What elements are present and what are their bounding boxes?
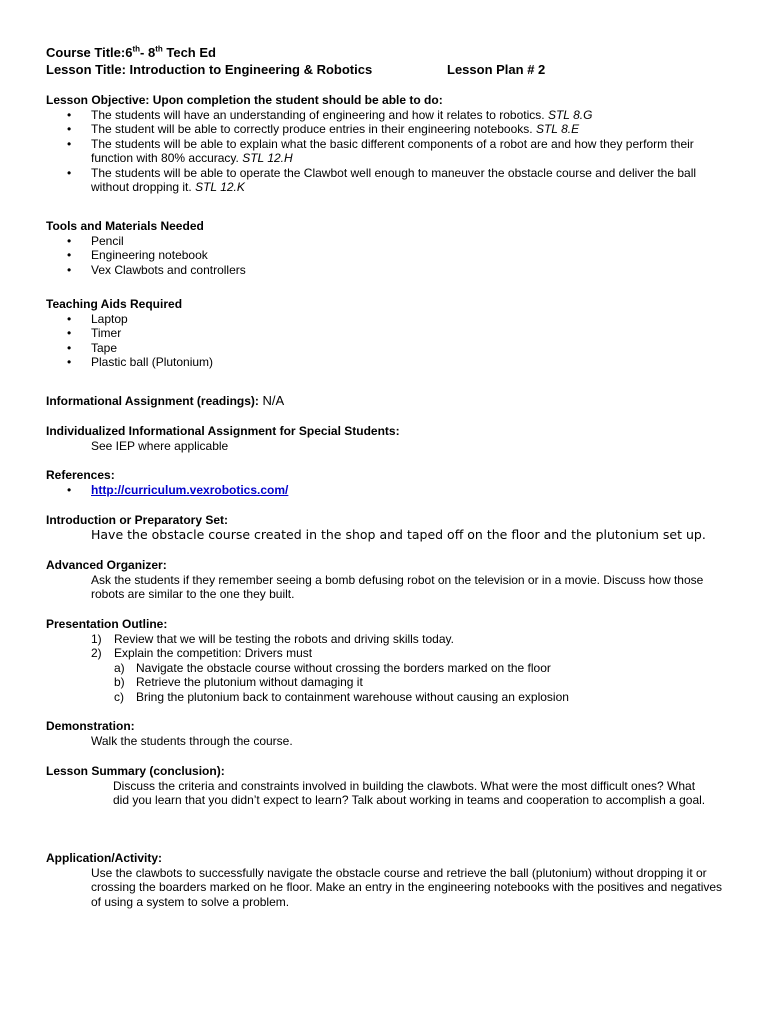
bullet-icon: • xyxy=(67,107,72,122)
bullet-icon: • xyxy=(67,233,72,248)
tool-item: Vex Clawbots and controllers xyxy=(91,262,246,277)
list-item xyxy=(46,341,726,356)
list-number: 2) xyxy=(91,646,102,660)
aids-list xyxy=(46,312,726,370)
document-header xyxy=(46,44,746,78)
superscript: th xyxy=(132,44,141,54)
standard-code: STL 8.E xyxy=(535,122,580,136)
demonstration-section xyxy=(46,719,726,748)
objective-text: The student will be able to correctly produce entries in their engineering notebooks. xyxy=(91,122,536,136)
outline-section xyxy=(46,617,726,704)
outline-text: Explain the competition: Drivers must xyxy=(114,646,313,660)
course-title-suffix: Tech Ed xyxy=(162,45,216,60)
application-section xyxy=(46,851,726,909)
objective-text: The students will be able to explain what the basic different components of a robot are and how they perform their function with 80% accuracy. xyxy=(91,136,694,165)
bullet-icon: • xyxy=(67,340,72,355)
list-letter: a) xyxy=(114,660,125,675)
standard-code: STL 12.K xyxy=(195,180,245,194)
individualized-title: Individualized Informational Assignment for Special Students: xyxy=(46,424,400,438)
intro-title: Introduction or Preparatory Set: xyxy=(46,513,229,527)
list-item xyxy=(46,312,726,327)
bullet-icon: • xyxy=(67,355,72,369)
list-letter: b) xyxy=(114,675,125,689)
bullet-icon: • xyxy=(67,311,72,326)
list-item xyxy=(46,483,726,498)
application-text: Use the clawbots to successfully navigate the obstacle course and retrieve the ball (plutonium) without dropping it or crossing the boarders marked on he floor. Make an entry in the engineering notebooks with the positives and negatives of using a system to solve a problem. xyxy=(91,865,723,909)
tools-title: Tools and Materials Needed xyxy=(46,219,204,233)
references-list xyxy=(46,483,726,498)
superscript: th xyxy=(155,44,163,54)
list-item xyxy=(46,122,726,137)
course-title xyxy=(46,44,746,61)
objective-text: The students will be able to operate the Clawbot well enough to maneuver the obstacle course and deliver the ball without dropping it. xyxy=(91,165,697,194)
individualized-text: See IEP where applicable xyxy=(91,438,229,453)
list-number: 1) xyxy=(91,631,102,646)
standard-code: STL 12.H xyxy=(242,151,293,165)
bullet-icon: • xyxy=(67,248,72,262)
tools-section xyxy=(46,219,726,277)
organizer-title: Advanced Organizer: xyxy=(46,558,167,572)
aid-item: Tape xyxy=(91,340,118,355)
list-item xyxy=(46,326,726,341)
bullet-icon: • xyxy=(67,136,72,151)
list-item xyxy=(46,690,726,705)
aid-item: Timer xyxy=(91,326,122,340)
reference-link[interactable]: http://curriculum.vexrobotics.com/ xyxy=(91,482,289,497)
list-item xyxy=(46,646,726,661)
course-title-text: Course Title:6 xyxy=(46,45,133,60)
bullet-icon: • xyxy=(67,165,72,180)
summary-section xyxy=(46,764,726,808)
bullet-icon: • xyxy=(67,262,72,277)
tools-list xyxy=(46,234,726,278)
informational-title: Informational Assignment (readings): xyxy=(46,394,259,408)
intro-section xyxy=(46,513,726,542)
aids-title: Teaching Aids Required xyxy=(46,297,183,311)
lesson-title-row xyxy=(46,61,746,78)
summary-text: Discuss the criteria and constraints involved in building the clawbots. What were the most difficult ones? What did you learn that you didn’t expect to learn? Talk about working in teams and cooperation to accomplish a goal. xyxy=(113,778,706,807)
course-title-dash: - 8 xyxy=(140,45,156,60)
tool-item: Pencil xyxy=(91,233,124,248)
list-item xyxy=(46,661,726,676)
bullet-icon: • xyxy=(67,326,72,340)
tool-item: Engineering notebook xyxy=(91,248,208,262)
outline-sublist xyxy=(46,661,726,705)
aids-section xyxy=(46,297,726,370)
references-section xyxy=(46,468,726,497)
objective-list xyxy=(46,108,726,195)
outline-subtext: Bring the plutonium back to containment warehouse without causing an explosion xyxy=(136,689,569,704)
intro-text: Have the obstacle course created in the shop and taped off on the floor and the plutonium set up. xyxy=(91,526,706,542)
list-item xyxy=(46,166,726,195)
list-item xyxy=(46,263,726,278)
list-item xyxy=(46,108,726,123)
objective-text: The students will have an understanding of engineering and how it relates to robotics. xyxy=(91,107,548,122)
list-item xyxy=(46,675,726,690)
outline-subtext: Retrieve the plutonium without damaging it xyxy=(136,675,363,689)
individualized-section xyxy=(46,424,726,453)
references-title: References: xyxy=(46,468,115,482)
bullet-icon: • xyxy=(67,482,72,497)
list-item xyxy=(46,248,726,263)
summary-title: Lesson Summary (conclusion): xyxy=(46,764,225,778)
lesson-title: Lesson Title: Introduction to Engineering & Robotics xyxy=(46,62,373,77)
organizer-section xyxy=(46,558,726,602)
standard-code: STL 8.G xyxy=(547,107,593,122)
lesson-plan-number: Lesson Plan # 2 xyxy=(447,62,546,77)
bullet-icon: • xyxy=(67,122,72,136)
outline-list xyxy=(46,632,726,661)
application-title: Application/Activity: xyxy=(46,851,163,865)
outline-subtext: Navigate the obstacle course without crossing the borders marked on the floor xyxy=(136,660,551,675)
objective-title: Lesson Objective: Upon completion the student should be able to do: xyxy=(46,93,443,107)
list-letter: c) xyxy=(114,689,124,704)
list-item xyxy=(46,234,726,249)
demonstration-title: Demonstration: xyxy=(46,719,135,733)
outline-text: Review that we will be testing the robots and driving skills today. xyxy=(114,631,454,646)
demonstration-text: Walk the students through the course. xyxy=(91,733,293,748)
aid-item: Laptop xyxy=(91,311,128,326)
informational-section xyxy=(46,394,726,409)
objective-section xyxy=(46,93,726,195)
organizer-text: Ask the students if they remember seeing a bomb defusing robot on the television or in a movie. Discuss how those robots are similar to the one they built. xyxy=(91,572,704,601)
outline-title: Presentation Outline: xyxy=(46,617,168,631)
list-item xyxy=(46,632,726,647)
informational-value: N/A xyxy=(258,393,285,408)
list-item xyxy=(46,355,726,370)
aid-item: Plastic ball (Plutonium) xyxy=(91,355,214,369)
list-item xyxy=(46,137,726,166)
